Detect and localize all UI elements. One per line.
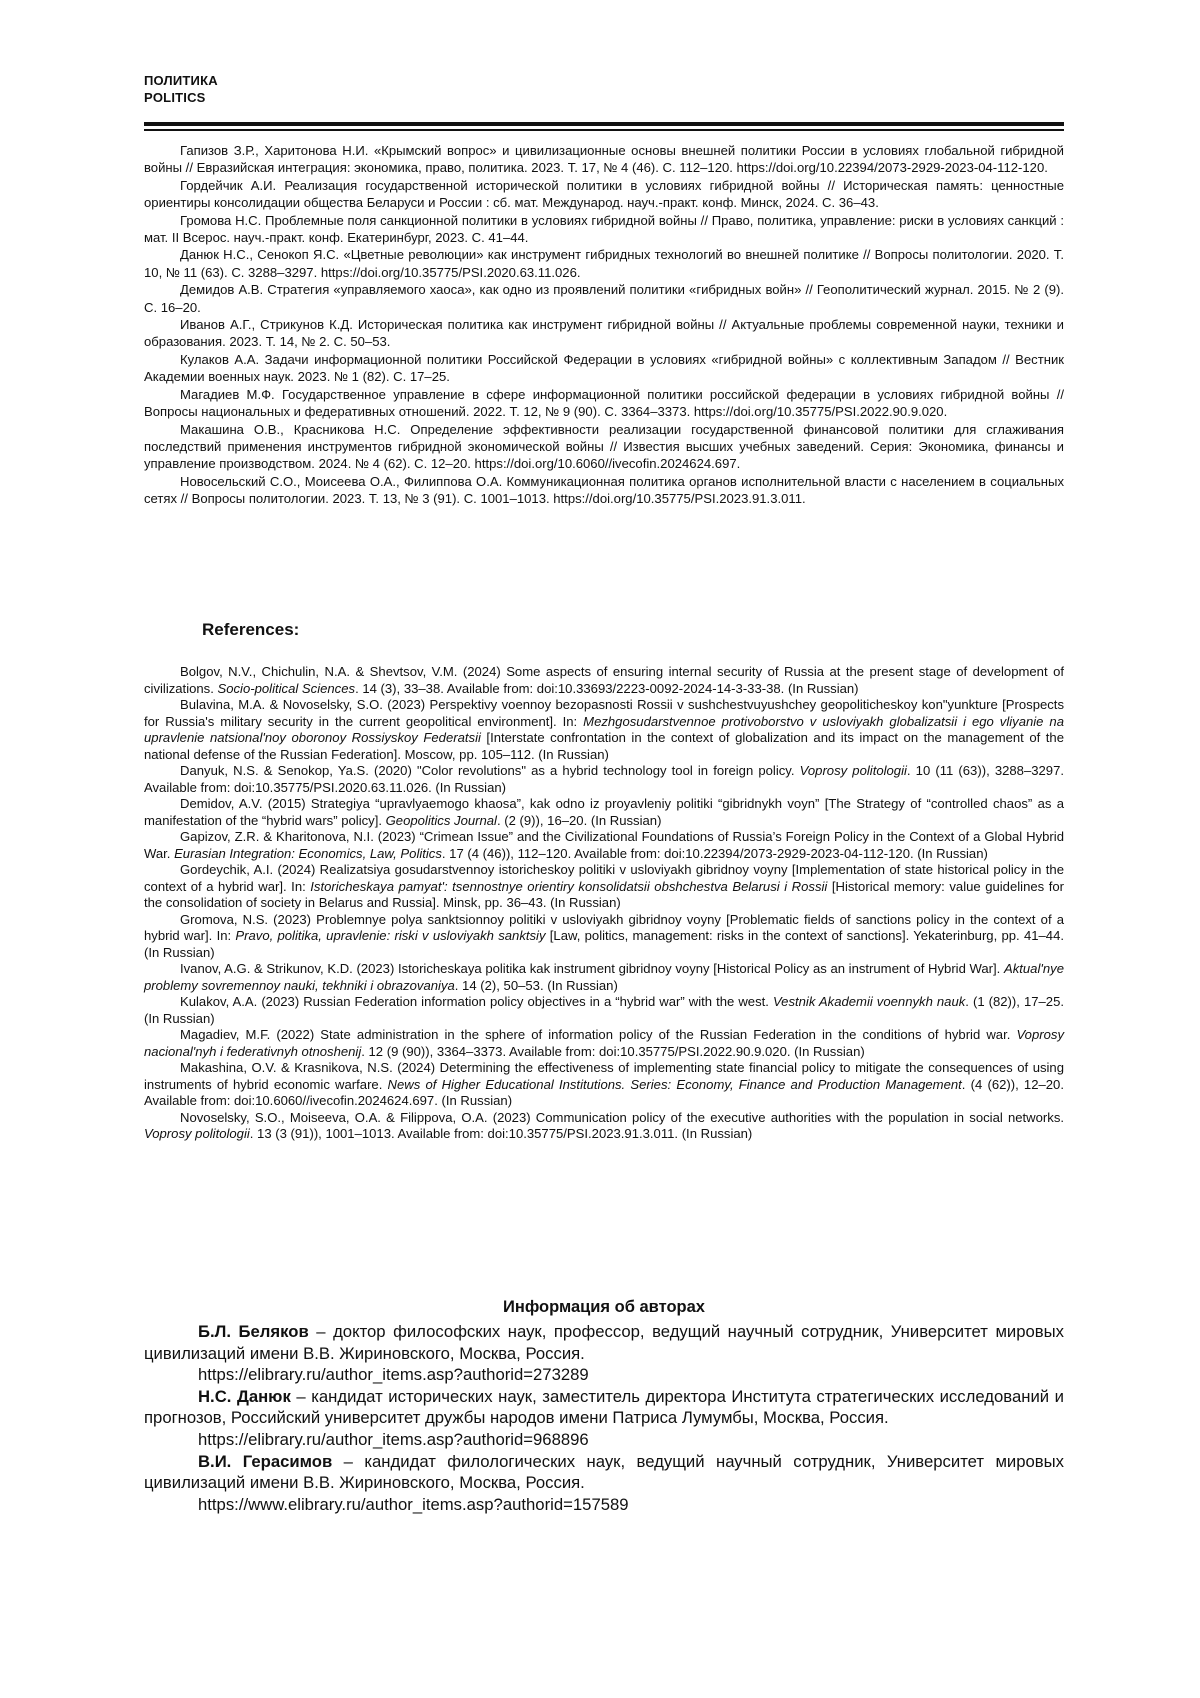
reference-entry [144, 664, 1064, 697]
author-description: – кандидат исторических наук, заместитель директора Института стратегических исследований и прогнозов, Российский университет дружбы народов имени Патриса Лумумбы, Москва, Россия. [144, 1386, 1064, 1428]
reference-tail: . 14 (2), 50–53. (In Russian) [454, 977, 618, 993]
reference-source: Voprosy politologii [799, 763, 907, 778]
reference-text: Ivanov, A.G. & Strikunov, K.D. (2023) Istoricheskaya politika kak instrument gibridnoy voyny [Historical Policy as an instrument of Hybrid War]. [180, 961, 1004, 976]
reference-source: Eurasian Integration: Economics, Law, Politics [174, 845, 442, 861]
reference-source: Pravo, politika, upravlenie: riski v usloviyakh sanktsiy [235, 928, 546, 943]
reference-source: Voprosy nacional'nyh i federativnyh otnoshenij [144, 1027, 1064, 1059]
author-entry [144, 1451, 1064, 1494]
running-head [144, 72, 218, 106]
reference-tail: [Historical memory: value guidelines for the consolidation of society in Belarus and Russia]. Minsk, pp. 36–43. (In Russian) [144, 878, 1065, 910]
reference-entry [144, 1110, 1064, 1143]
reference-tail: . 17 (4 (46)), 112–120. Available from: doi:10.22394/2073-2929-2023-04-112-120. (In Russian) [441, 845, 988, 861]
bibliography-entry: Макашина О.В., Красникова Н.С. Определение эффективности реализации государственной финансовой политики для сглаживания последствий применения инструментов гибридной экономической войны // Известия высших учебных заведений. Серия: Экономика, финансы и управление производством. 2024. № 4 (62). С. 12–20. https://doi.org/10.6060//ivecofin.2024624.697. [144, 421, 1064, 472]
reference-text: Bulavina, M.A. & Novoselsky, S.O. (2023) Perspektivy voennoy bezopasnosti Rossii v sushchestvuyushchey geopoliticheskoy kon"yunkture [Prospects for Russia's military security in the current geopolitical environment]. In: [144, 697, 1064, 729]
reference-tail: . 13 (3 (91)), 1001–1013. Available from: doi:10.35775/PSI.2023.91.3.011. (In Russian) [249, 1126, 753, 1141]
reference-text: Gordeychik, A.I. (2024) Realizatsiya gosudarstvennoy istoricheskoy politiki v usloviyakh gibridnoy voyny [Implementation of state historical policy in the context of a hybrid war]. In: [144, 862, 1064, 894]
reference-text: Magadiev, M.F. (2022) State administration in the sphere of information policy of the Russian Federation in the conditions of hybrid war. [180, 1027, 1017, 1042]
reference-text: Gromova, N.S. (2023) Problemnye polya sanktsionnoy politiki v usloviyakh gibridnoy voyny [Problematic fields of sanctions policy in the context of a hybrid war]. In: [144, 911, 1064, 943]
reference-tail: [Law, politics, management: risks in the context of sanctions]. Yekaterinburg, pp. 41–44. (In Russian) [144, 928, 1064, 960]
reference-source: News of Higher Educational Institutions. Series: Economy, Finance and Production Management [387, 1076, 962, 1092]
bibliography-entry: Гордейчик А.И. Реализация государственной исторической политики в условиях гибридной войны // Историческая память: ценностные ориентиры консолидации общества Беларуси и России : сб. мат. Международ. науч.-практ. конф. Минск, 2024. С. 36–43. [144, 177, 1064, 211]
reference-entry [144, 697, 1064, 763]
reference-entry [144, 862, 1064, 912]
reference-entry [144, 763, 1064, 796]
bibliography-entry: Новосельский С.О., Моисеева О.А., Филиппова О.А. Коммуникационная политика органов исполнительной власти с населением в социальных сетях // Вопросы политологии. 2023. Т. 13, № 3 (91). С. 1001–1013. https://doi.org/10.35775/PSI.2023.91.3.011. [144, 473, 1064, 507]
authors-heading: Информация об авторах [503, 1298, 705, 1316]
reference-source: Socio-political Sciences [217, 680, 356, 696]
references-list [144, 664, 1064, 1143]
reference-entry [144, 961, 1064, 994]
reference-tail: . 12 (9 (90)), 3364–3373. Available from: doi:10.35775/PSI.2022.90.9.020. (In Russian) [361, 1043, 865, 1059]
bibliography-list [144, 142, 1064, 508]
reference-source: Istoricheskaya pamyat': tsennostnye orientiry konsolidatsii obshchestva Belarusi i Rossii [310, 878, 828, 894]
author-name: Н.С. Данюк [198, 1386, 291, 1406]
author-entry [144, 1386, 1064, 1429]
reference-source: Voprosy politologii [144, 1126, 250, 1141]
author-name: В.И. Герасимов [198, 1451, 333, 1471]
author-profile-link[interactable]: https://elibrary.ru/author_items.asp?authorid=968896 [198, 1429, 589, 1449]
author-profile-link[interactable]: https://www.elibrary.ru/author_items.asp?authorid=157589 [198, 1494, 629, 1514]
reference-tail: . (2 (9)), 16–20. (In Russian) [496, 812, 662, 828]
bibliography-entry: Демидов А.В. Стратегия «управляемого хаоса», как одно из проявлений политики «гибридных войн» // Геополитический журнал. 2015. № 2 (9). С. 16–20. [144, 282, 1064, 315]
reference-entry [144, 1060, 1064, 1110]
bibliography-entry: Гапизов З.Р., Харитонова Н.И. «Крымский вопрос» и цивилизационные основы внешней политики России в условиях глобальной гибридной войны // Евразийская интеграция: экономика, право, политика. 2023. Т. 17, № 4 (46). С. 112–120. https://doi.org/10.22394/2073-2929-2023-04-112-120. [144, 143, 1064, 176]
authors-section [144, 1321, 1064, 1515]
reference-source: Geopolitics Journal [385, 812, 497, 828]
author-description: – кандидат филологических наук, ведущий научный сотрудник, Университет мировых цивилизаций имени В.В. Жириновского, Москва, Россия. [144, 1451, 1065, 1493]
author-profile-link[interactable]: https://elibrary.ru/author_items.asp?authorid=273289 [198, 1365, 589, 1385]
reference-tail: . 14 (3), 33–38. Available from: doi:10.33693/2223-0092-2024-14-3-33-38. (In Russian) [355, 680, 859, 696]
bibliography-entry: Иванов А.Г., Стрикунов К.Д. Историческая политика как инструмент гибридной войны // Актуальные проблемы современной науки, техники и образования. 2023. Т. 14, № 2. С. 50–53. [144, 317, 1064, 350]
bibliography-entry: Громова Н.С. Проблемные поля санкционной политики в условиях гибридной войны // Право, политика, управление: риски в условиях санкций : мат. II Всерос. науч.-практ. конф. Екатеринбург, 2023. С. 41–44. [144, 212, 1064, 246]
reference-tail: . 10 (11 (63)), 3288–3297. Available from: doi:10.35775/PSI.2020.63.11.026. (In Russian) [144, 763, 1064, 795]
reference-entry [144, 796, 1064, 829]
header-rule-thin [144, 129, 1064, 131]
reference-text: Gapizov, Z.R. & Kharitonova, N.I. (2023) “Crimean Issue” and the Civilizational Foundations of Russia’s Foreign Policy in the Context of a Global Hybrid War. [144, 829, 1064, 861]
bibliography-entry: Магадиев М.Ф. Государственное управление в сфере информационной политики российской федерации в условиях гибридной войны // Вопросы национальных и федеративных отношений. 2022. Т. 12, № 9 (90). С. 3364–3373. https://doi.org/10.35775/PSI.2022.90.9.020. [144, 386, 1064, 420]
references-heading: References: [202, 620, 300, 639]
reference-entry [144, 994, 1064, 1027]
reference-entry [144, 1027, 1064, 1060]
bibliography-entry: Данюк Н.С., Сенокоп Я.С. «Цветные революции» как инструмент гибридных технологий во внешней политике // Вопросы политологии. 2020. Т. 10, № 11 (63). С. 3288–3297. https://doi.org/10.35775/PSI.2020.63.11.026. [144, 247, 1064, 280]
reference-text: Bolgov, N.V., Chichulin, N.A. & Shevtsov, V.M. (2024) Some aspects of ensuring internal security of Russia at the present stage of development of civilizations. [144, 664, 1064, 696]
reference-source: Mezhgosudarstvennoe protivoborstvo v usloviyakh globalizatsii i ego vliyanie na upravlenie natsional'noy oboronoy Rossiyskoy Federatsii [144, 713, 1064, 745]
author-description: – доктор философских наук, профессор, ведущий научный сотрудник, Университет мировых цивилизаций имени В.В. Жириновского, Москва, Россия. [144, 1322, 1065, 1363]
reference-text: Demidov, A.V. (2015) Strategiya “upravlyaemogo khaosa”, kak odno iz proyavleniy politiki “gibridnykh voyn” [The Strategy of “controlled chaos” as a manifestation of the “hybrid wars” policy]. [144, 796, 1064, 828]
reference-entry [144, 829, 1064, 862]
reference-tail: . (4 (62)), 12–20. Available from: doi:10.6060//ivecofin.2024624.697. (In Russian) [144, 1076, 1064, 1108]
reference-tail: [Interstate confrontation in the context of globalization and its impact on the management of the national defense of the Russian Federation]. Moscow, pp. 105–112. (In Russian) [144, 730, 1064, 762]
reference-text: Makashina, O.V. & Krasnikova, N.S. (2024) Determining the effectiveness of implementing state financial policy to mitigate the consequences of using instruments of hybrid economic warfare. [144, 1060, 1064, 1092]
section-title-en: POLITICS [144, 90, 206, 105]
author-name: Б.Л. Беляков [198, 1322, 309, 1341]
bibliography-entry: Кулаков А.А. Задачи информационной политики Российской Федерации в условиях «гибридной войны» с коллективным Западом // Вестник Академии военных наук. 2023. № 1 (82). С. 17–25. [144, 351, 1064, 385]
author-entry [144, 1321, 1064, 1364]
reference-text: Kulakov, A.A. (2023) Russian Federation information policy objectives in a “hybrid war” with the west. [180, 994, 773, 1009]
header-rule-thick [144, 122, 1064, 126]
reference-source: Vestnik Akademii voennykh nauk [772, 994, 966, 1009]
reference-tail: . (1 (82)), 17–25. (In Russian) [144, 994, 1064, 1026]
reference-text: Novoselsky, S.O., Moiseeva, O.A. & Filippova, O.A. (2023) Communication policy of the executive authorities with the population in social networks. [180, 1109, 1064, 1125]
section-title-ru: ПОЛИТИКА [144, 73, 218, 88]
reference-text: Danyuk, N.S. & Senokop, Ya.S. (2020) "Color revolutions" as a hybrid technology tool in foreign policy. [180, 763, 800, 778]
reference-source: Aktual'nye problemy sovremennoy nauki, tekhniki i obrazovaniya [144, 961, 1064, 993]
reference-entry [144, 912, 1064, 962]
